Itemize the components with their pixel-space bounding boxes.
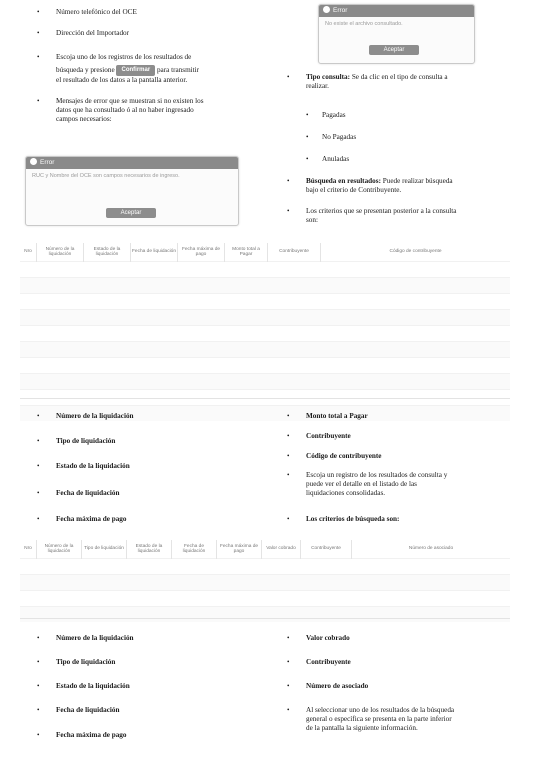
bullet: • bbox=[37, 731, 40, 739]
list-item: Fecha de liquidación bbox=[56, 489, 120, 497]
bullet: • bbox=[37, 706, 40, 714]
bullet: • bbox=[37, 29, 40, 37]
option-paid: Pagadas bbox=[322, 111, 346, 119]
bullet: • bbox=[287, 177, 290, 185]
bullet: • bbox=[37, 97, 40, 105]
list-item: Valor cobrado bbox=[306, 634, 350, 642]
bullet: • bbox=[287, 682, 290, 690]
bullet: • bbox=[287, 515, 290, 523]
list-item: Mensajes de error que se muestran si no existen los datos que ha consultado ó al no haber ingresado campos necesarios: bbox=[56, 97, 204, 123]
column-header[interactable]: Número de la liquidación bbox=[37, 243, 84, 262]
table-row[interactable] bbox=[20, 262, 510, 278]
list-item: Estado de la liquidación bbox=[56, 682, 130, 690]
bullet: • bbox=[287, 207, 290, 215]
list-item: Dirección del Importador bbox=[56, 29, 130, 37]
column-header[interactable]: Contribuyente bbox=[268, 243, 321, 262]
bullet: • bbox=[287, 432, 290, 440]
error-dialog bbox=[318, 4, 475, 64]
bullet: • bbox=[306, 133, 309, 141]
table-row[interactable] bbox=[20, 326, 510, 342]
column-header[interactable]: Nro bbox=[20, 540, 37, 559]
list-item: Contribuyente bbox=[306, 658, 351, 666]
error-dialog-header bbox=[319, 5, 474, 17]
list-item: Tipo consulta: Se da clic en el tipo de consulta a realizar. bbox=[306, 73, 448, 90]
bullet: • bbox=[37, 489, 40, 497]
error-icon bbox=[323, 6, 330, 13]
list-item: Número telefónico del OCE bbox=[56, 8, 137, 16]
table-row[interactable] bbox=[20, 310, 510, 326]
list-item: Fecha máxima de pago bbox=[56, 731, 127, 739]
list-item: Número de la liquidación bbox=[56, 412, 134, 420]
table-row[interactable] bbox=[20, 374, 510, 390]
list-item: Los criterios de búsqueda son: bbox=[306, 515, 400, 523]
list-item: Código de contribuyente bbox=[306, 452, 382, 460]
list-item: Al seleccionar uno de los resultados de la búsqueda general o específica se presenta en la parte inferior de la pantalla la siguiente información. bbox=[306, 706, 455, 732]
bullet: • bbox=[37, 682, 40, 690]
table-bottom-rule bbox=[20, 618, 510, 619]
bullet: • bbox=[306, 155, 309, 163]
option-cancelled: Anuladas bbox=[322, 155, 350, 163]
bullet: • bbox=[37, 412, 40, 420]
list-item: Número de la liquidación bbox=[56, 634, 134, 642]
accept-button[interactable]: Aceptar bbox=[369, 45, 419, 55]
list-item: Búsqueda en resultados: Puede realizar búsqueda bajo el criterio de Contribuyente. bbox=[306, 177, 453, 194]
list-item: Monto total a Pagar bbox=[306, 412, 368, 420]
bullet: • bbox=[287, 452, 290, 460]
column-header[interactable]: Nro bbox=[20, 243, 37, 262]
table-bottom-rule bbox=[20, 398, 510, 399]
bullet: • bbox=[37, 634, 40, 642]
bullet: • bbox=[37, 437, 40, 445]
list-item: Estado de la liquidación bbox=[56, 462, 130, 470]
column-header[interactable]: Fecha de liquidación bbox=[172, 540, 217, 559]
column-header[interactable]: Fecha máxima de pago bbox=[217, 540, 262, 559]
error-title: Error bbox=[40, 159, 55, 166]
table-row[interactable] bbox=[20, 358, 510, 374]
bullet: • bbox=[287, 471, 290, 479]
list-item: Escoja uno de los registros de los resultados de búsqueda y presione Confirmar para transmitir el resultado de los datos a la pantalla anterior. bbox=[56, 53, 200, 84]
column-header[interactable]: Estado de la liquidación bbox=[127, 540, 172, 559]
list-item: Contribuyente bbox=[306, 432, 351, 440]
error-dialog bbox=[25, 156, 239, 226]
option-unpaid: No Pagadas bbox=[322, 133, 357, 141]
table-row[interactable] bbox=[20, 591, 510, 607]
list-item: Número de asociado bbox=[306, 682, 369, 690]
error-message: No existe el archivo consultado. bbox=[325, 21, 403, 27]
search-results-table bbox=[20, 540, 510, 622]
list-item: Los criterios que se presentan posterior a la consulta son: bbox=[306, 207, 457, 224]
column-header[interactable]: Valor cobrado bbox=[262, 540, 301, 559]
column-header[interactable]: Número de la liquidación bbox=[37, 540, 82, 559]
bullet: • bbox=[287, 706, 290, 714]
column-header[interactable]: Tipo de liquidación bbox=[82, 540, 127, 559]
bullet: • bbox=[287, 658, 290, 666]
list-item: Fecha máxima de pago bbox=[56, 515, 127, 523]
column-header[interactable]: Monto total a Pagar bbox=[225, 243, 268, 262]
error-dialog-header bbox=[26, 157, 238, 169]
table-row[interactable] bbox=[20, 294, 510, 310]
bullet: • bbox=[287, 412, 290, 420]
table-row[interactable] bbox=[20, 342, 510, 358]
table-row[interactable] bbox=[20, 607, 510, 623]
bullet: • bbox=[37, 658, 40, 666]
column-header[interactable]: Estado de la liquidación bbox=[84, 243, 131, 262]
column-header[interactable]: Número de asociado bbox=[352, 540, 511, 559]
list-item: Tipo de liquidación bbox=[56, 658, 116, 666]
column-header[interactable]: Fecha de liquidación bbox=[131, 243, 178, 262]
column-header[interactable]: Fecha máxima de pago bbox=[178, 243, 225, 262]
bullet: • bbox=[37, 462, 40, 470]
error-title: Error bbox=[333, 7, 348, 14]
results-table bbox=[20, 243, 510, 421]
error-message: RUC y Nombre del OCE son campos necesarios de ingreso. bbox=[32, 173, 180, 179]
column-header[interactable]: Contribuyente bbox=[301, 540, 352, 559]
list-item: Fecha de liquidación bbox=[56, 706, 120, 714]
bullet: • bbox=[37, 515, 40, 523]
bullet: • bbox=[306, 111, 309, 119]
bullet: • bbox=[287, 634, 290, 642]
list-item: Escoja un registro de los resultados de consulta y puede ver el detalle en el listado de las liquidaciones consolidadas. bbox=[306, 471, 448, 497]
accept-button[interactable]: Aceptar bbox=[106, 208, 156, 218]
table-header-row bbox=[20, 243, 510, 262]
error-icon bbox=[30, 158, 37, 165]
bullet: • bbox=[37, 53, 40, 61]
bullet: • bbox=[37, 8, 40, 16]
column-header[interactable]: Código de contribuyente bbox=[321, 243, 511, 262]
bullet: • bbox=[287, 73, 290, 81]
table-row[interactable] bbox=[20, 559, 510, 575]
list-item: Tipo de liquidación bbox=[56, 437, 116, 445]
confirm-button[interactable]: Confirmar bbox=[116, 65, 155, 76]
table-row[interactable] bbox=[20, 575, 510, 591]
table-header-row bbox=[20, 540, 510, 559]
table-row[interactable] bbox=[20, 278, 510, 294]
